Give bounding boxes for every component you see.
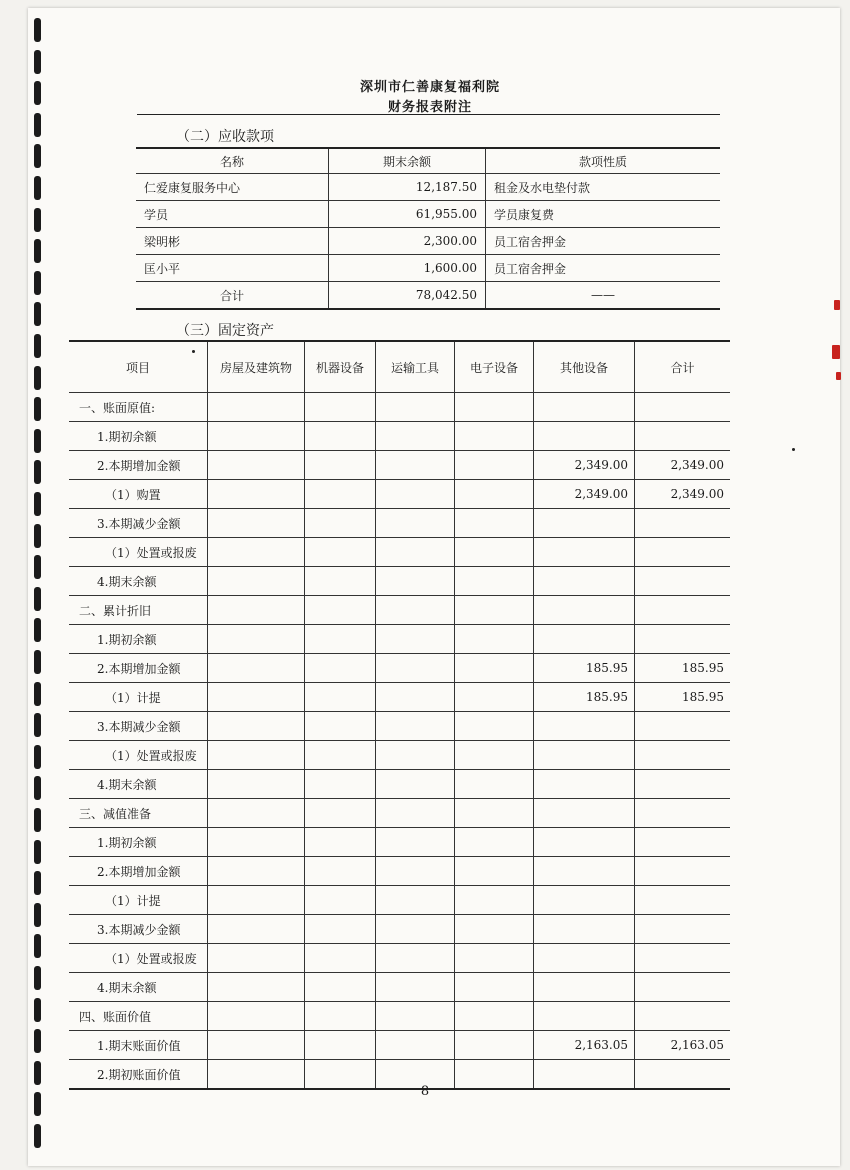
asset-other-cell — [534, 770, 635, 799]
asset-total-cell — [635, 973, 731, 1002]
asset-transport-cell — [376, 451, 455, 480]
spiral-binding — [34, 10, 44, 1160]
binding-ring — [34, 208, 41, 232]
asset-buildings-cell — [208, 1060, 305, 1090]
ink-dot — [192, 350, 195, 353]
receivable-nature: 员工宿舍押金 — [486, 228, 721, 255]
asset-total-cell — [635, 886, 731, 915]
asset-total-cell — [635, 741, 731, 770]
binding-ring — [34, 871, 41, 895]
asset-buildings-cell — [208, 625, 305, 654]
asset-transport-cell — [376, 712, 455, 741]
red-ink-mark — [832, 345, 840, 359]
binding-ring — [34, 934, 41, 958]
asset-other-cell — [534, 828, 635, 857]
asset-electronics-cell — [455, 886, 534, 915]
asset-electronics-cell — [455, 393, 534, 422]
asset-machinery-cell — [305, 828, 376, 857]
asset-item-label: 1.期末账面价值 — [69, 1031, 208, 1060]
red-ink-mark — [836, 372, 841, 380]
asset-transport-cell — [376, 973, 455, 1002]
asset-item-label: 1.期初余额 — [69, 625, 208, 654]
table-row — [69, 625, 730, 654]
table-row — [69, 828, 730, 857]
receivable-amount: 2,300.00 — [329, 228, 486, 255]
asset-buildings-cell — [208, 509, 305, 538]
asset-total-cell: 185.95 — [635, 654, 731, 683]
table-row — [69, 1060, 730, 1090]
binding-ring — [34, 966, 41, 990]
binding-ring — [34, 397, 41, 421]
asset-other-cell — [534, 509, 635, 538]
asset-machinery-cell — [305, 538, 376, 567]
asset-other-cell — [534, 886, 635, 915]
column-header-nature: 款项性质 — [486, 148, 721, 174]
asset-other-cell: 2,163.05 — [534, 1031, 635, 1060]
ink-dot — [792, 448, 795, 451]
asset-total-cell — [635, 596, 731, 625]
asset-electronics-cell — [455, 596, 534, 625]
table-row — [69, 857, 730, 886]
asset-other-cell — [534, 538, 635, 567]
binding-ring — [34, 650, 41, 674]
asset-item-label: 2.期初账面价值 — [69, 1060, 208, 1090]
binding-ring — [34, 18, 41, 42]
asset-total-cell — [635, 422, 731, 451]
column-header-machinery: 机器设备 — [305, 341, 376, 393]
asset-electronics-cell — [455, 480, 534, 509]
asset-electronics-cell — [455, 422, 534, 451]
asset-other-cell — [534, 422, 635, 451]
binding-ring — [34, 81, 41, 105]
total-row — [136, 282, 720, 310]
asset-other-cell: 2,349.00 — [534, 451, 635, 480]
binding-ring — [34, 1092, 41, 1116]
receivables-section-title: （二）应收款项 — [176, 129, 274, 145]
asset-buildings-cell — [208, 1031, 305, 1060]
column-header-other: 其他设备 — [534, 341, 635, 393]
binding-ring — [34, 50, 41, 74]
asset-item-label: 2.本期增加金额 — [69, 654, 208, 683]
asset-machinery-cell — [305, 654, 376, 683]
binding-ring — [34, 176, 41, 200]
asset-machinery-cell — [305, 712, 376, 741]
asset-total-cell — [635, 567, 731, 596]
table-header-row — [136, 148, 720, 174]
column-header-transport: 运输工具 — [376, 341, 455, 393]
asset-item-label: 3.本期减少金额 — [69, 915, 208, 944]
asset-transport-cell — [376, 857, 455, 886]
asset-buildings-cell — [208, 654, 305, 683]
asset-transport-cell — [376, 944, 455, 973]
asset-buildings-cell — [208, 1002, 305, 1031]
asset-transport-cell — [376, 393, 455, 422]
asset-electronics-cell — [455, 741, 534, 770]
asset-electronics-cell — [455, 828, 534, 857]
table-row — [69, 509, 730, 538]
table-header-row — [69, 341, 730, 393]
binding-ring — [34, 334, 41, 358]
binding-ring — [34, 144, 41, 168]
column-header-total: 合计 — [635, 341, 731, 393]
asset-machinery-cell — [305, 1002, 376, 1031]
asset-machinery-cell — [305, 915, 376, 944]
asset-item-label: 4.期末余额 — [69, 973, 208, 1002]
binding-ring — [34, 998, 41, 1022]
binding-ring — [34, 366, 41, 390]
receivable-amount: 12,187.50 — [329, 174, 486, 201]
asset-item-label: （1）处置或报废 — [69, 538, 208, 567]
asset-item-label: （1）计提 — [69, 683, 208, 712]
asset-other-cell — [534, 944, 635, 973]
asset-other-cell — [534, 596, 635, 625]
asset-buildings-cell — [208, 857, 305, 886]
table-row — [69, 712, 730, 741]
asset-item-label: 3.本期减少金额 — [69, 712, 208, 741]
binding-ring — [34, 840, 41, 864]
binding-ring — [34, 776, 41, 800]
asset-transport-cell — [376, 422, 455, 451]
asset-transport-cell — [376, 480, 455, 509]
binding-ring — [34, 271, 41, 295]
table-row — [69, 393, 730, 422]
asset-transport-cell — [376, 538, 455, 567]
column-header-item: 项目 — [69, 341, 208, 393]
binding-ring — [34, 429, 41, 453]
asset-total-cell — [635, 712, 731, 741]
table-row — [136, 228, 720, 255]
asset-buildings-cell — [208, 422, 305, 451]
asset-buildings-cell — [208, 973, 305, 1002]
asset-transport-cell — [376, 509, 455, 538]
receivable-nature: 租金及水电垫付款 — [486, 174, 721, 201]
binding-ring — [34, 460, 41, 484]
binding-ring — [34, 1124, 41, 1148]
table-row — [69, 596, 730, 625]
asset-total-cell — [635, 625, 731, 654]
binding-ring — [34, 524, 41, 548]
asset-item-label: （1）处置或报废 — [69, 944, 208, 973]
table-row — [69, 567, 730, 596]
asset-buildings-cell — [208, 393, 305, 422]
asset-transport-cell — [376, 770, 455, 799]
table-row — [69, 1031, 730, 1060]
asset-machinery-cell — [305, 1060, 376, 1090]
organization-name: 深圳市仁善康复福利院 — [359, 80, 500, 95]
asset-electronics-cell — [455, 1060, 534, 1090]
table-row — [69, 538, 730, 567]
asset-machinery-cell — [305, 973, 376, 1002]
asset-electronics-cell — [455, 451, 534, 480]
asset-electronics-cell — [455, 712, 534, 741]
asset-other-cell: 185.95 — [534, 683, 635, 712]
asset-electronics-cell — [455, 973, 534, 1002]
asset-transport-cell — [376, 683, 455, 712]
binding-ring — [34, 1061, 41, 1085]
column-header-buildings: 房屋及建筑物 — [208, 341, 305, 393]
asset-machinery-cell — [305, 596, 376, 625]
asset-total-cell — [635, 944, 731, 973]
binding-ring — [34, 302, 41, 326]
asset-transport-cell — [376, 799, 455, 828]
table-row — [69, 683, 730, 712]
asset-machinery-cell — [305, 509, 376, 538]
table-row — [69, 915, 730, 944]
binding-ring — [34, 113, 41, 137]
asset-item-label: （1）处置或报废 — [69, 741, 208, 770]
receivables-table — [136, 147, 720, 310]
asset-other-cell — [534, 1002, 635, 1031]
receivable-amount: 61,955.00 — [329, 201, 486, 228]
asset-buildings-cell — [208, 770, 305, 799]
asset-buildings-cell — [208, 741, 305, 770]
asset-total-cell — [635, 857, 731, 886]
binding-ring — [34, 618, 41, 642]
asset-item-label: 四、账面价值 — [69, 1002, 208, 1031]
total-nature: —— — [486, 282, 721, 310]
asset-electronics-cell — [455, 567, 534, 596]
asset-total-cell — [635, 1060, 731, 1090]
table-row — [136, 201, 720, 228]
asset-buildings-cell — [208, 480, 305, 509]
table-row — [136, 174, 720, 201]
asset-transport-cell — [376, 654, 455, 683]
asset-electronics-cell — [455, 683, 534, 712]
asset-item-label: 2.本期增加金额 — [69, 857, 208, 886]
receivable-name: 梁明彬 — [136, 228, 329, 255]
table-row — [69, 654, 730, 683]
asset-item-label: （1）购置 — [69, 480, 208, 509]
asset-other-cell — [534, 393, 635, 422]
receivable-nature: 学员康复费 — [486, 201, 721, 228]
asset-machinery-cell — [305, 799, 376, 828]
asset-transport-cell — [376, 915, 455, 944]
asset-total-cell — [635, 1002, 731, 1031]
asset-total-cell — [635, 799, 731, 828]
asset-other-cell — [534, 973, 635, 1002]
asset-total-cell: 2,163.05 — [635, 1031, 731, 1060]
asset-item-label: 三、减值准备 — [69, 799, 208, 828]
asset-machinery-cell — [305, 480, 376, 509]
receivable-nature: 员工宿舍押金 — [486, 255, 721, 282]
asset-transport-cell — [376, 596, 455, 625]
asset-transport-cell — [376, 828, 455, 857]
asset-machinery-cell — [305, 422, 376, 451]
asset-machinery-cell — [305, 1031, 376, 1060]
asset-buildings-cell — [208, 712, 305, 741]
asset-machinery-cell — [305, 770, 376, 799]
asset-machinery-cell — [305, 944, 376, 973]
asset-buildings-cell — [208, 886, 305, 915]
asset-total-cell — [635, 770, 731, 799]
asset-transport-cell — [376, 1031, 455, 1060]
asset-total-cell — [635, 393, 731, 422]
asset-machinery-cell — [305, 886, 376, 915]
table-row — [69, 422, 730, 451]
asset-machinery-cell — [305, 393, 376, 422]
asset-item-label: 一、账面原值: — [69, 393, 208, 422]
column-header-amount: 期末余额 — [329, 148, 486, 174]
asset-total-cell — [635, 915, 731, 944]
asset-electronics-cell — [455, 770, 534, 799]
asset-electronics-cell — [455, 915, 534, 944]
asset-item-label: 2.本期增加金额 — [69, 451, 208, 480]
binding-ring — [34, 903, 41, 927]
asset-buildings-cell — [208, 567, 305, 596]
asset-item-label: 4.期末余额 — [69, 567, 208, 596]
report-subtitle: 财务报表附注 — [387, 100, 472, 115]
table-row — [69, 973, 730, 1002]
table-row — [69, 770, 730, 799]
column-header-electronics: 电子设备 — [455, 341, 534, 393]
asset-buildings-cell — [208, 799, 305, 828]
asset-electronics-cell — [455, 509, 534, 538]
total-amount: 78,042.50 — [329, 282, 486, 310]
asset-electronics-cell — [455, 1031, 534, 1060]
receivable-amount: 1,600.00 — [329, 255, 486, 282]
table-row — [69, 451, 730, 480]
asset-transport-cell — [376, 886, 455, 915]
asset-item-label: 3.本期减少金额 — [69, 509, 208, 538]
asset-transport-cell — [376, 625, 455, 654]
column-header-name: 名称 — [136, 148, 329, 174]
asset-electronics-cell — [455, 944, 534, 973]
total-label: 合计 — [136, 282, 329, 310]
table-row — [69, 480, 730, 509]
asset-other-cell — [534, 567, 635, 596]
asset-total-cell: 2,349.00 — [635, 480, 731, 509]
binding-ring — [34, 555, 41, 579]
asset-electronics-cell — [455, 857, 534, 886]
asset-electronics-cell — [455, 1002, 534, 1031]
fixed-assets-table — [69, 340, 730, 1090]
asset-buildings-cell — [208, 683, 305, 712]
asset-other-cell: 2,349.00 — [534, 480, 635, 509]
asset-item-label: 4.期末余额 — [69, 770, 208, 799]
asset-buildings-cell — [208, 451, 305, 480]
asset-buildings-cell — [208, 538, 305, 567]
table-row — [69, 799, 730, 828]
asset-other-cell — [534, 1060, 635, 1090]
binding-ring — [34, 587, 41, 611]
asset-electronics-cell — [455, 799, 534, 828]
table-row — [69, 944, 730, 973]
asset-total-cell: 185.95 — [635, 683, 731, 712]
asset-electronics-cell — [455, 654, 534, 683]
asset-item-label: （1）计提 — [69, 886, 208, 915]
asset-item-label: 1.期初余额 — [69, 422, 208, 451]
asset-other-cell — [534, 857, 635, 886]
asset-other-cell — [534, 741, 635, 770]
asset-machinery-cell — [305, 625, 376, 654]
asset-electronics-cell — [455, 538, 534, 567]
asset-buildings-cell — [208, 944, 305, 973]
asset-transport-cell — [376, 741, 455, 770]
asset-transport-cell — [376, 567, 455, 596]
receivable-name: 仁爱康复服务中心 — [136, 174, 329, 201]
table-row — [136, 255, 720, 282]
asset-total-cell: 2,349.00 — [635, 451, 731, 480]
binding-ring — [34, 239, 41, 263]
asset-other-cell: 185.95 — [534, 654, 635, 683]
binding-ring — [34, 808, 41, 832]
binding-ring — [34, 682, 41, 706]
asset-machinery-cell — [305, 683, 376, 712]
header-divider — [137, 114, 720, 115]
asset-other-cell — [534, 799, 635, 828]
table-row — [69, 741, 730, 770]
asset-machinery-cell — [305, 567, 376, 596]
binding-ring — [34, 713, 41, 737]
asset-other-cell — [534, 625, 635, 654]
table-row — [69, 1002, 730, 1031]
receivable-name: 学员 — [136, 201, 329, 228]
asset-other-cell — [534, 915, 635, 944]
asset-machinery-cell — [305, 857, 376, 886]
page-number: 8 — [420, 1084, 430, 1099]
asset-electronics-cell — [455, 625, 534, 654]
fixed-assets-section-title: （三）固定资产 — [176, 323, 274, 339]
asset-buildings-cell — [208, 596, 305, 625]
asset-machinery-cell — [305, 451, 376, 480]
asset-total-cell — [635, 509, 731, 538]
asset-buildings-cell — [208, 828, 305, 857]
asset-item-label: 1.期初余额 — [69, 828, 208, 857]
asset-item-label: 二、累计折旧 — [69, 596, 208, 625]
binding-ring — [34, 1029, 41, 1053]
asset-total-cell — [635, 828, 731, 857]
asset-buildings-cell — [208, 915, 305, 944]
receivable-name: 匡小平 — [136, 255, 329, 282]
asset-total-cell — [635, 538, 731, 567]
red-ink-mark — [834, 300, 840, 310]
asset-other-cell — [534, 712, 635, 741]
binding-ring — [34, 745, 41, 769]
table-row — [69, 886, 730, 915]
asset-machinery-cell — [305, 741, 376, 770]
binding-ring — [34, 492, 41, 516]
asset-transport-cell — [376, 1002, 455, 1031]
